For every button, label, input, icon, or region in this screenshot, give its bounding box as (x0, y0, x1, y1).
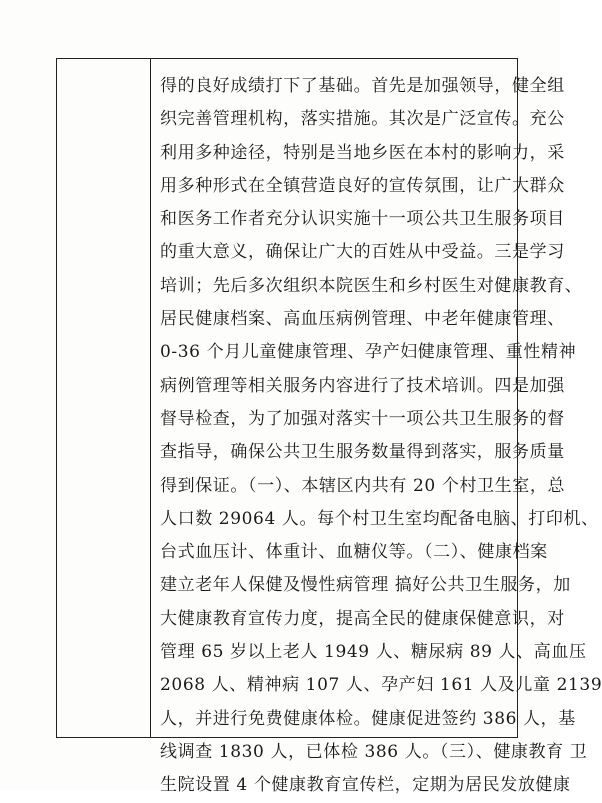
text-line: 生院设置 4 个健康教育宣传栏，定期为居民发放健康 (160, 775, 571, 796)
text-line: 督导检查，为了加强对落实十一项公共卫生服务的督 (160, 408, 565, 429)
text-line: 大健康教育宣传力度，提高全民的健康保健意识，对 (160, 608, 565, 629)
column-divider (150, 58, 151, 738)
text-line: 培训；先后多次组织本院医生和乡村医生对健康教育、 (160, 275, 583, 296)
text-line: 和医务工作者充分认识实施十一项公共卫生服务项目 (160, 209, 565, 230)
text-line: 得到保证。（一）、本辖区内共有 20 个村卫生室，总 (160, 475, 566, 496)
text-line: 病例管理等相关服务内容进行了技术培训。四是加强 (160, 375, 565, 396)
text-line: 用多种形式在全镇营造良好的宣传氛围，让广大群众 (160, 175, 565, 196)
text-line: 织完善管理机构，落实措施。其次是广泛宣传。充公 (160, 109, 565, 130)
text-line: 得的良好成绩打下了基础。首先是加强领导，健全组 (160, 76, 565, 96)
text-line: 台式血压计、体重计、血糖仪等。（二）、健康档案 (160, 542, 548, 563)
text-line: 查指导，确保公共卫生服务数量得到落实，服务质量 (160, 442, 565, 463)
text-line: 人口数 29064 人。每个村卫生室均配备电脑、打印机、 (160, 508, 599, 529)
text-line: 建立老年人保健及慢性病管理 搞好公共卫生服务，加 (160, 575, 571, 596)
text-line: 的重大意义，确保让广大的百姓从中受益。三是学习 (160, 242, 565, 263)
text-line: 0-36 个月儿童健康管理、孕产妇健康管理、重性精神 (160, 342, 577, 363)
body-text (160, 70, 602, 803)
text-line: 人，并进行免费健康体检。健康促进签约 386 人，基 (160, 708, 576, 729)
text-line: 2068 人、精神病 107 人、孕产妇 161 人及儿童 2139 (160, 675, 602, 696)
text-line: 居民健康档案、高血压病例管理、中老年健康管理、 (160, 309, 565, 330)
text-line: 利用多种途径，特别是当地乡医在本村的影响力，采 (160, 142, 565, 163)
text-line: 线调查 1830 人，已体检 386 人。（三）、健康教育 卫 (160, 741, 588, 762)
text-line: 管理 65 岁以上老人 1949 人、糖尿病 89 人、高血压 (160, 642, 587, 663)
